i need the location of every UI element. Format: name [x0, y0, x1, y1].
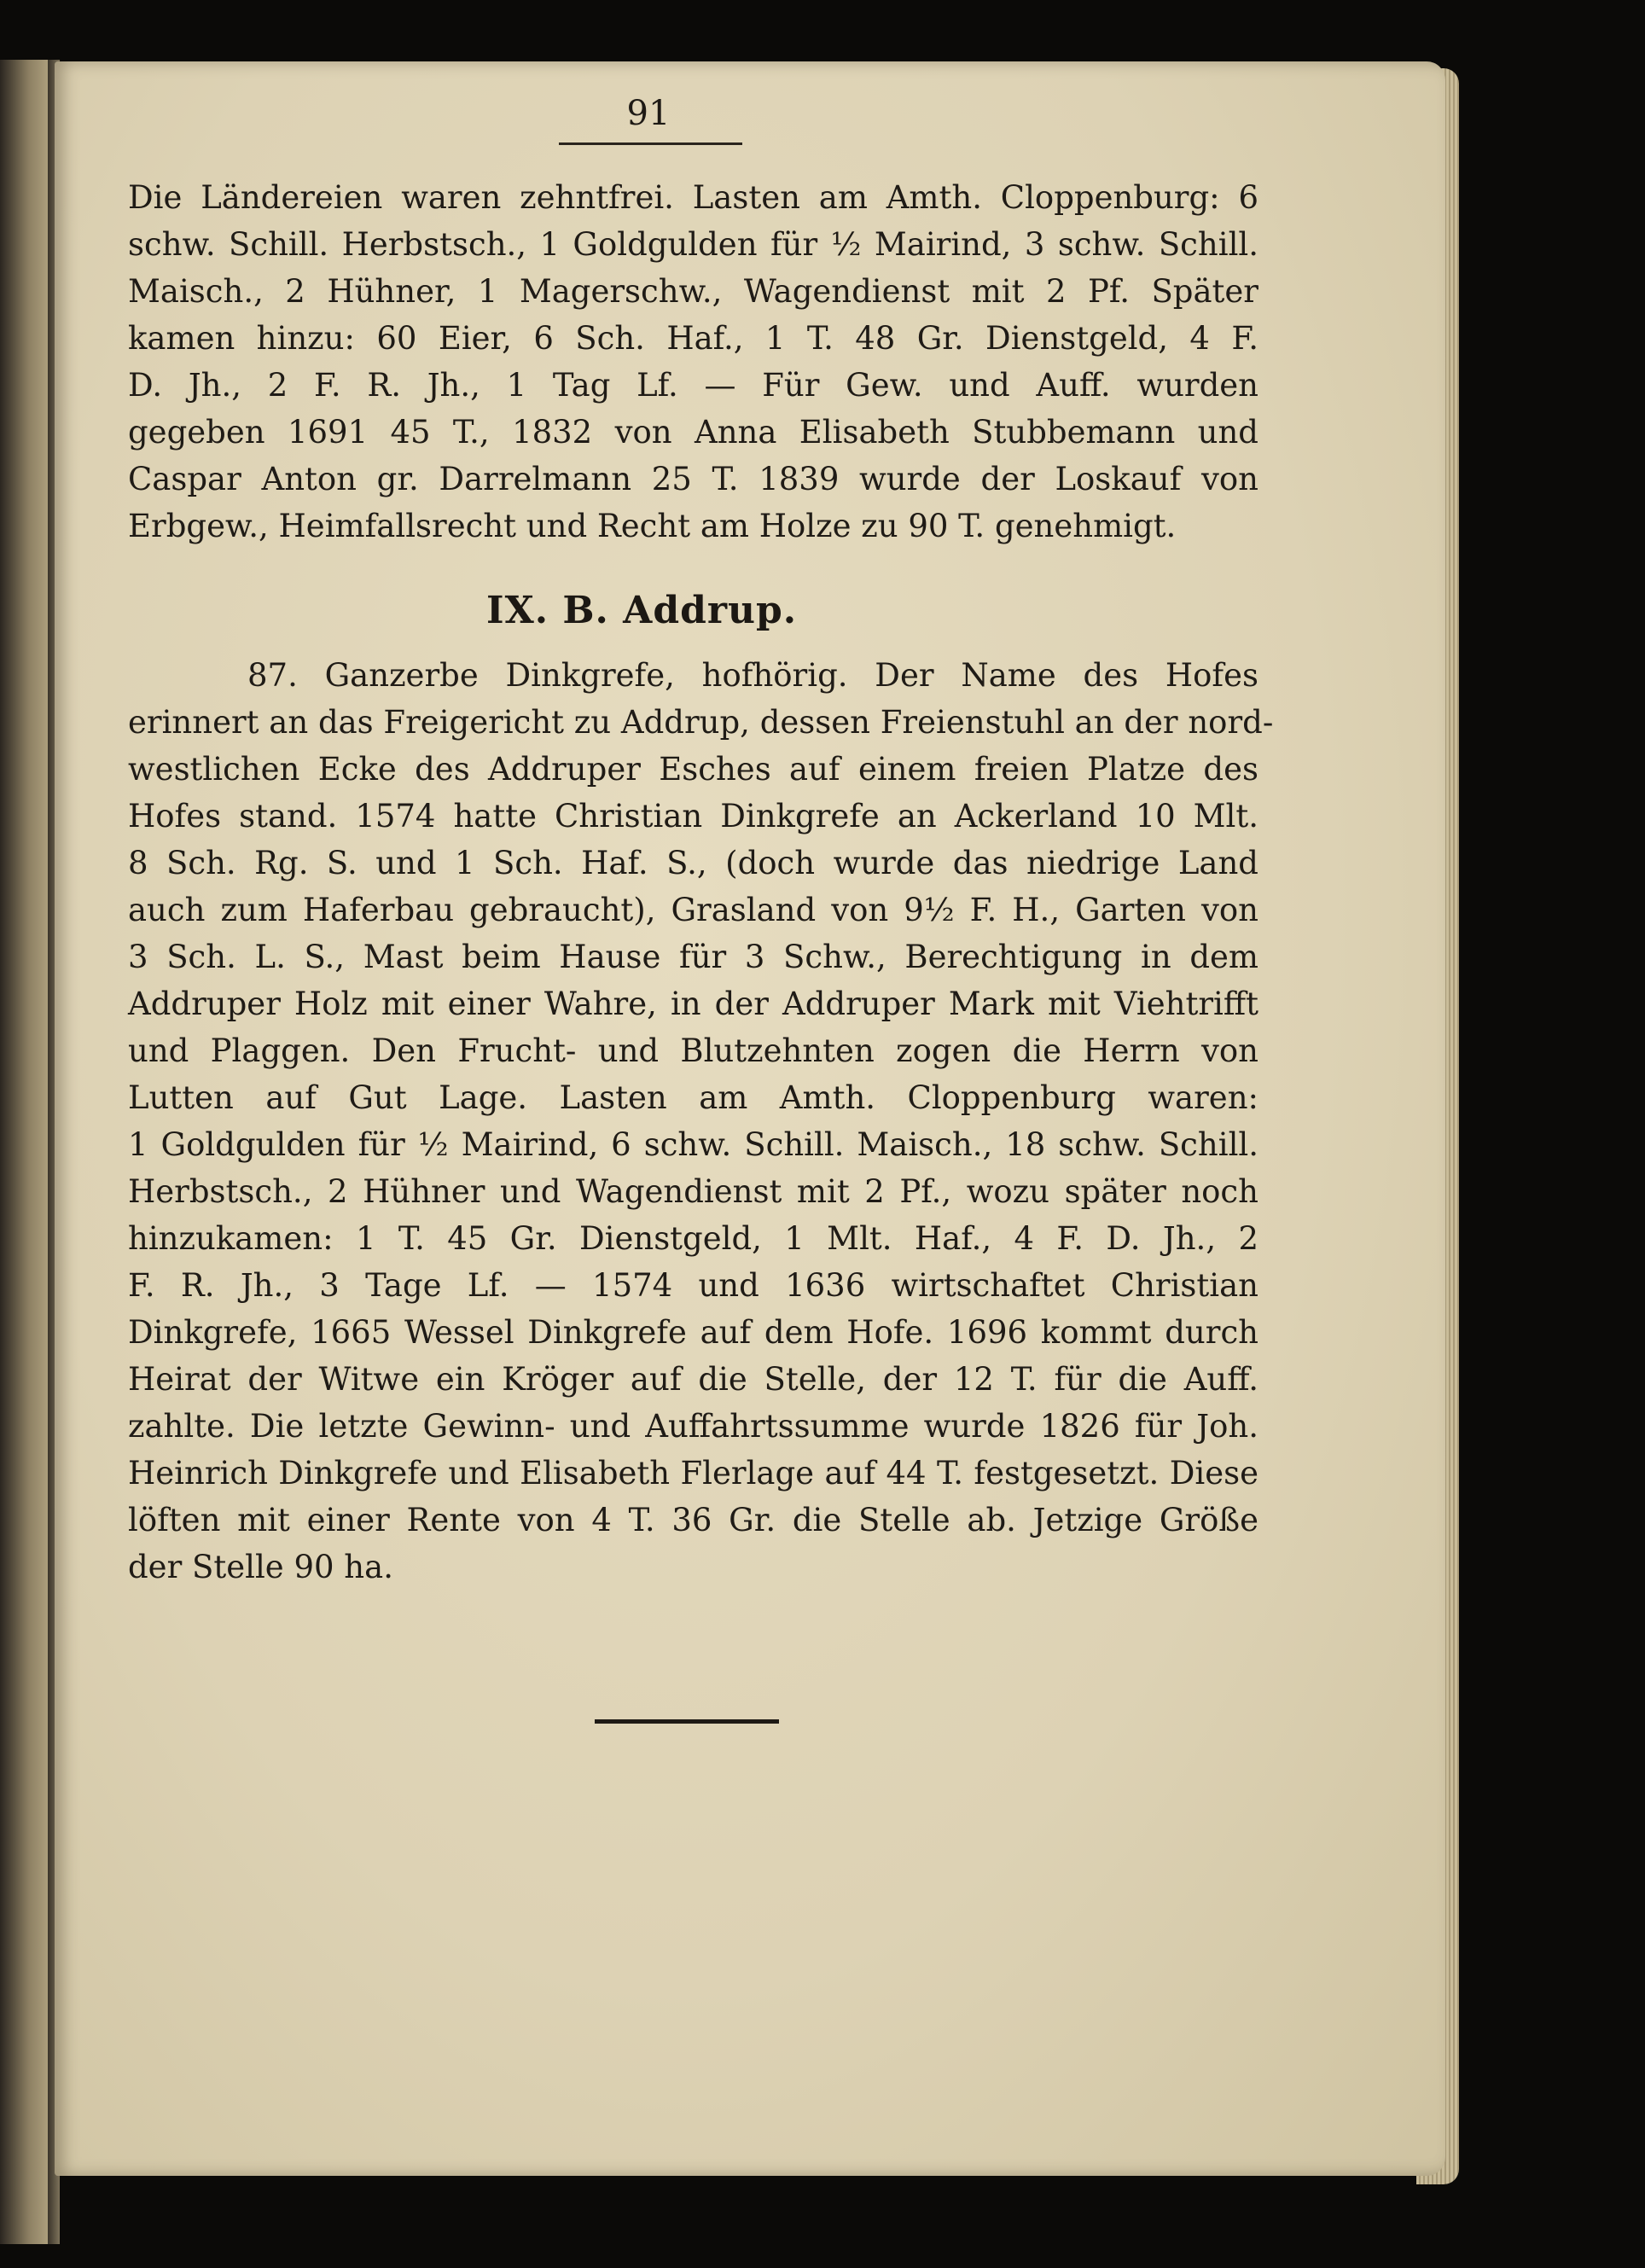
text-line: gegeben 1691 45 T., 1832 von Anna Elisabeth Stubbemann und	[128, 414, 1258, 451]
text-line: Dinkgrefe, 1665 Wessel Dinkgrefe auf dem Hofe. 1696 kommt durch	[128, 1314, 1258, 1351]
text-line: Caspar Anton gr. Darrelmann 25 T. 1839 wurde der Loskauf von	[128, 461, 1258, 497]
end-rule	[595, 1719, 779, 1724]
text-line: Heinrich Dinkgrefe und Elisabeth Flerlage auf 44 T. festgesetzt. Diese	[128, 1455, 1258, 1492]
text-line: 87. Ganzerbe Dinkgrefe, hofhörig. Der Name des Hofes	[247, 657, 1258, 694]
paragraph-2	[128, 652, 1274, 1591]
text-line: der Stelle 90 ha.	[128, 1549, 393, 1585]
text-line: D. Jh., 2 F. R. Jh., 1 Tag Lf. — Für Gew. und Auff. wurden	[128, 367, 1258, 404]
section-title: IX. B. Addrup.	[486, 589, 798, 632]
text-line: Die Ländereien waren zehntfrei. Lasten am Amth. Cloppenburg: 6	[128, 179, 1258, 216]
text-line: schw. Schill. Herbstsch., 1 Goldgulden für ½ Mairind, 3 schw. Schill.	[128, 226, 1258, 263]
page-number: 91	[626, 94, 671, 133]
text-line: Erbgew., Heimfallsrecht und Recht am Holze zu 90 T. genehmigt.	[128, 508, 1177, 544]
header-rule	[559, 142, 742, 145]
text-line: erinnert an das Freigericht zu Addrup, dessen Freienstuhl an der nord-	[128, 704, 1274, 741]
text-line: auch zum Haferbau gebraucht), Grasland von 9½ F. H., Garten von	[128, 892, 1258, 928]
text-line: Maisch., 2 Hühner, 1 Magerschw., Wagendienst mit 2 Pf. Später	[128, 273, 1258, 310]
text-line: 1 Goldgulden für ½ Mairind, 6 schw. Schill. Maisch., 18 schw. Schill.	[128, 1126, 1258, 1163]
text-line: westlichen Ecke des Addruper Esches auf einem freien Platze des	[128, 751, 1258, 788]
text-line: Heirat der Witwe ein Kröger auf die Stelle, der 12 T. für die Auff.	[128, 1361, 1258, 1398]
text-line: Hofes stand. 1574 hatte Christian Dinkgrefe an Ackerland 10 Mlt.	[128, 798, 1258, 835]
text-line: Addruper Holz mit einer Wahre, in der Addruper Mark mit Viehtrifft	[128, 986, 1258, 1022]
text-line: löften mit einer Rente von 4 T. 36 Gr. die Stelle ab. Jetzige Größe	[128, 1502, 1258, 1538]
text-line: Lutten auf Gut Lage. Lasten am Amth. Cloppenburg waren:	[128, 1079, 1258, 1116]
text-line: 8 Sch. Rg. S. und 1 Sch. Haf. S., (doch wurde das niedrige Land	[128, 845, 1258, 881]
text-line: F. R. Jh., 3 Tage Lf. — 1574 und 1636 wirtschaftet Christian	[128, 1267, 1258, 1304]
text-line: zahlte. Die letzte Gewinn- und Auffahrtssumme wurde 1826 für Joh.	[128, 1408, 1258, 1445]
paragraph-1	[128, 174, 1258, 550]
text-line: hinzukamen: 1 T. 45 Gr. Dienstgeld, 1 Mlt. Haf., 4 F. D. Jh., 2	[128, 1220, 1258, 1257]
text-line: 3 Sch. L. S., Mast beim Hause für 3 Schw., Berechtigung in dem	[128, 939, 1258, 975]
text-line: kamen hinzu: 60 Eier, 6 Sch. Haf., 1 T. 48 Gr. Dienstgeld, 4 F.	[128, 320, 1258, 357]
text-line: Herbstsch., 2 Hühner und Wagendienst mit 2 Pf., wozu später noch	[128, 1173, 1258, 1210]
left-page-edge	[0, 60, 53, 2244]
text-line: und Plaggen. Den Frucht- und Blutzehnten zogen die Herrn von	[128, 1032, 1258, 1069]
